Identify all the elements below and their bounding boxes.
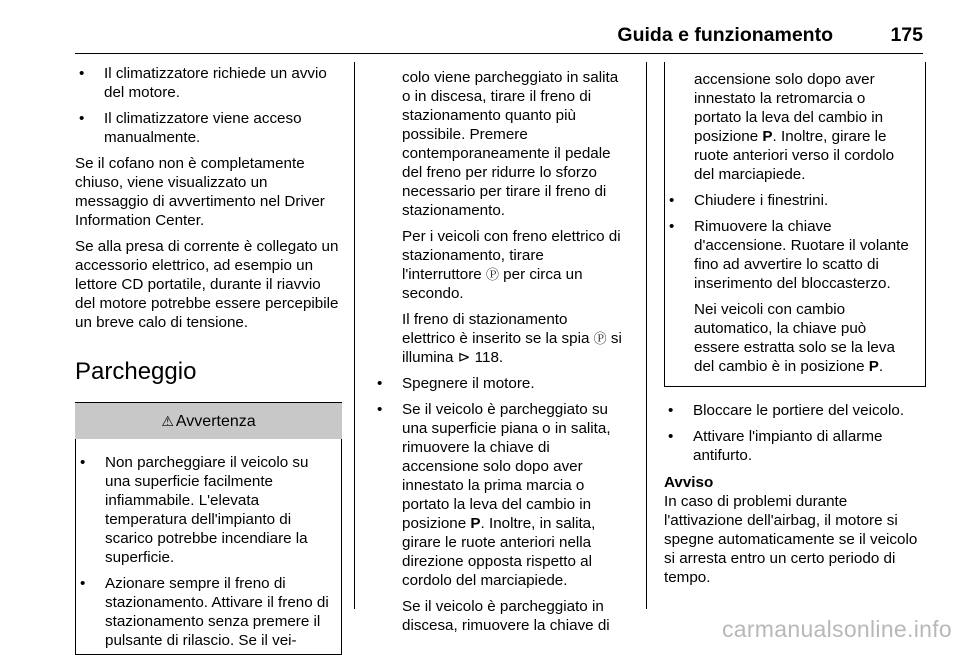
list-item: • Bloccare le portiere del veicolo.: [664, 401, 926, 420]
warning-header: [75, 402, 342, 439]
list-item: [373, 400, 623, 590]
parking-brake-icon: Ⓟ: [593, 331, 607, 346]
page-header-title: Guida e funzionamento: [617, 24, 833, 46]
warning-label: Avvertenza: [175, 413, 256, 430]
page-reference-arrow-icon: ⊳: [457, 349, 471, 366]
list-item-text: . Inoltre, in salita, girare le ruote anteriori nella direzione opposta rispetto al cordolo del marciapiede.: [402, 515, 596, 589]
column-1: [75, 64, 340, 655]
column-2: [373, 68, 623, 642]
list-item: • Chiudere i finestrini.: [665, 191, 915, 210]
warning-triangle-icon: ⚠: [161, 413, 174, 429]
hood-paragraph: Se il cofano non è completamente chiuso, viene visualizzato un messaggio di avvertimento nel Driver Information Center.: [75, 155, 325, 229]
note-title: Avviso: [664, 474, 714, 491]
column-divider-1: [354, 62, 355, 609]
parking-bullet-list-continued: [665, 191, 925, 293]
warning-body: [76, 439, 341, 654]
downhill-paragraph: Se il veicolo è parcheggiato in discesa, rimuovere la chiave di: [402, 598, 610, 634]
paragraph-text: .: [878, 358, 884, 375]
section-title-parcheggio: Parcheggio: [75, 358, 197, 385]
paragraph-text: . Inoltre, girare le ruote anteriori verso il cordolo del marciapiede.: [694, 128, 895, 183]
paragraph-text: Nei veicoli con cambio automatico, la chiave può essere estratta solo se la leva del cambio è in posizione: [694, 301, 895, 375]
column-divider-2: [646, 62, 647, 609]
automatic-gearbox-paragraph: [665, 300, 915, 376]
list-item: • Rimuovere la chiave d'accensione. Ruotare il volante fino ad avvertire lo scatto di inserimento del bloccasterzo.: [665, 217, 915, 293]
warning-box-continued: [664, 62, 926, 387]
page-number: 175: [890, 24, 923, 46]
paragraph-text: accensione solo dopo aver innestato la retromarcia o portato la leva del cambio in posizione: [694, 71, 884, 145]
column-3: [664, 62, 926, 594]
epb-text: Il freno di stazionamento elettrico è inserito se la spia: [402, 311, 594, 347]
epb-paragraph-2: [373, 310, 623, 367]
warning-box: [75, 402, 342, 655]
page-header: [0, 22, 923, 50]
socket-paragraph: Se alla presa di corrente è collegato un accessorio elettrico, ad esempio un lettore CD portatile, durante il riavvio del motore potrebbe essere percepibile un breve calo di tensione.: [75, 238, 339, 331]
warning-bullet-list: [76, 453, 331, 650]
watermark: carmanualsonline.info: [721, 616, 952, 642]
header-rule: [75, 53, 923, 54]
list-item: • Il climatizzatore viene acceso manualmente.: [75, 109, 340, 147]
list-item: • Azionare sempre il freno di stazionamento. Attivare il freno di stazionamento senza premere il pulsante di rilascio. Se il vei-: [76, 574, 331, 650]
note-block: [664, 473, 926, 587]
gear-position-p: P: [762, 128, 773, 145]
epb-text: per circa un secondo.: [402, 266, 583, 302]
list-item: • Il climatizzatore richiede un avvio del motore.: [75, 64, 340, 102]
epb-paragraph-1: [373, 227, 623, 303]
parking-brake-icon: Ⓟ: [485, 267, 499, 282]
list-item-text: Se il veicolo è parcheggiato su una superficie piana o in salita, rimuovere la chiave di accensione solo dopo aver innestato la prima marcia o portato la leva del cambio in posizione: [402, 401, 611, 532]
gear-position-p: P: [868, 358, 879, 375]
note-text: In caso di problemi durante l'attivazione dell'airbag, il motore si spegne automaticamente se il veicolo si arresta entro un certo periodo di tempo.: [664, 493, 918, 586]
page-reference-link[interactable]: 118.: [470, 349, 504, 366]
parking-bullet-list: [373, 374, 623, 590]
list-item: • Non parcheggiare il veicolo su una superficie facilmente infiammabile. L'elevata temperatura dell'impianto di scarico potrebbe incendiare la superficie.: [76, 453, 331, 567]
final-bullet-list: [664, 401, 926, 465]
climate-bullet-list: [75, 64, 340, 147]
reverse-gear-paragraph: [665, 70, 915, 184]
gear-position-p: P: [470, 515, 481, 532]
list-item: • Spegnere il motore.: [373, 374, 623, 393]
epb-text: si illumina: [402, 330, 622, 366]
parking-brake-paragraph: colo viene parcheggiato in salita o in discesa, tirare il freno di stazionamento quanto più possibile. Premere contemporaneamente il pedale del freno per ridurre lo sforzo necessario per tirare il freno di stazionamento.: [402, 69, 619, 219]
list-item: • Attivare l'impianto di allarme antifurto.: [664, 427, 926, 465]
epb-text: Per i veicoli con freno elettrico di stazionamento, tirare l'interruttore: [402, 228, 621, 283]
